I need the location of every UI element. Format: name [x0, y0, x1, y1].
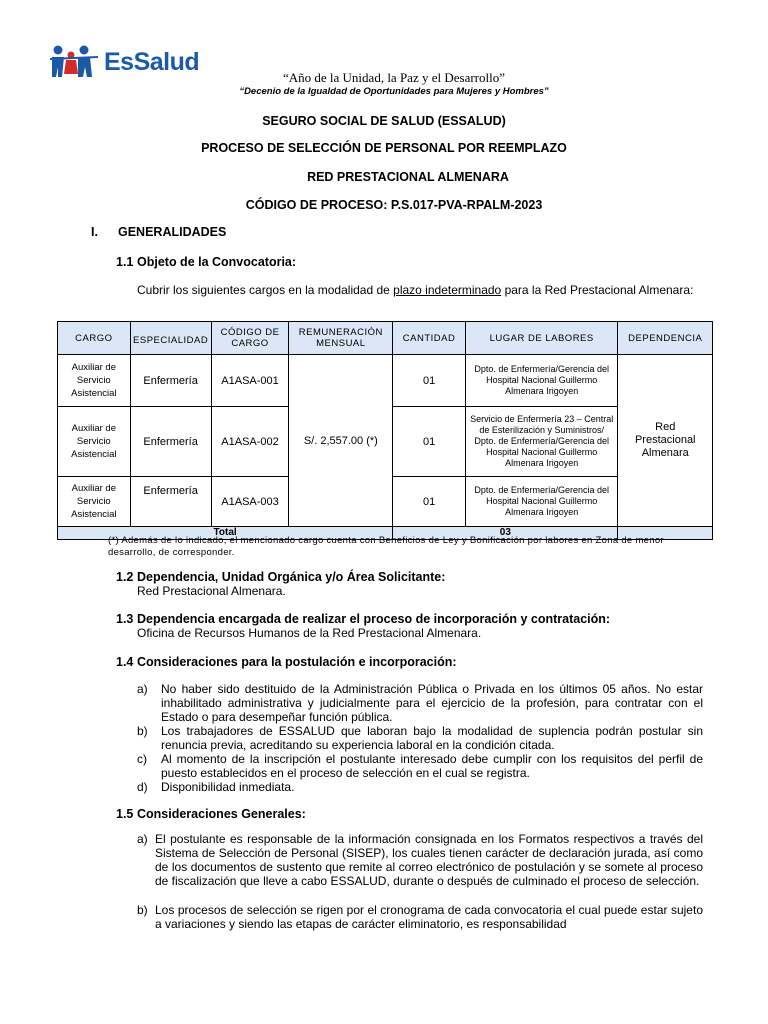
section-1-1-text [137, 283, 697, 297]
year-motto: “Año de la Unidad, la Paz y el Desarrollo” [282, 70, 505, 85]
list-text: Los procesos de selección se rigen por el cronograma de cada convocatoria el cual puede estar sujeto a variaciones y siendo las etapas de carácter eliminatorio, es responsabilidad [155, 903, 703, 931]
list-text: El postulante es responsable de la información consignada en los Formatos respectivos a través del Sistema de Selección de Personal (SISEP), los cuales tienen carácter de declaración jurada, así como de los documentos de sustento que remite al correo electrónico de postulación y se somete al proceso de fiscalización que lleve a cabo ESSALUD, durante o después de culminado el proceso de selección. [155, 832, 703, 888]
cell-cargo: Auxiliar de Servicio Asistencial [58, 355, 131, 407]
section-1-1-number: 1.1 [116, 255, 134, 269]
section-1-2-text: Red Prestacional Almenara. [137, 584, 286, 598]
table-footnote: (*) Además de lo indicado, el mencionado cargo cuenta con Beneficios de Ley y Bonificación por labores en Zona de menor desarrollo, de corresponder. [108, 535, 664, 558]
section-1-3-number: 1.3 [116, 612, 134, 626]
cell-codigo: A1ASA-001 [211, 355, 289, 407]
network-title: RED PRESTACIONAL ALMENARA [307, 170, 509, 184]
cell-codigo: A1ASA-003 [211, 477, 289, 527]
table-row [58, 355, 713, 407]
list-marker: a) [137, 682, 148, 696]
cell-lugar: Dpto. de Enfermería/Gerencia del Hospital Nacional Guillermo Almenara Irigoyen [465, 355, 618, 407]
objeto-text-underlined: plazo indeterminado [393, 283, 502, 297]
process-title: PROCESO DE SELECCIÓN DE PERSONAL POR REEMPLAZO [201, 141, 567, 155]
list-text: No haber sido destituido de la Administración Pública o Privada en los últimos 05 años. No estar inhabilitado administrativa y judicialmente para el ejercicio de la profesión, para contratar con el Estado o para desempeñar función pública. [161, 682, 703, 724]
cell-lugar: Servicio de Enfermería 23 – Central de Esterilización y Suministros/ Dpto. de Enfermería/Gerencia del Hospital Nacional Guillermo Almenara Irigoyen [465, 407, 618, 477]
cell-cantidad: 01 [393, 355, 466, 407]
section-1-2-number: 1.2 [116, 570, 134, 584]
list-marker: a) [137, 832, 148, 846]
cell-cantidad: 01 [393, 407, 466, 477]
section-1-4-title: Consideraciones para la postulación e incorporación: [137, 655, 457, 669]
header-remuneracion: REMUNERACIÓN MENSUAL [289, 322, 393, 355]
header-cargo: CARGO [58, 322, 131, 355]
cell-especialidad: Enfermería [130, 407, 211, 477]
header-dependencia: DEPENDENCIA [618, 322, 713, 355]
list-marker: c) [137, 752, 147, 766]
list-item [137, 832, 703, 888]
list-text: Los trabajadores de ESSALUD que laboran bajo la modalidad de suplencia podrán postular sin renuncia previa, acreditando su experiencia laboral en la condición citada. [161, 724, 703, 752]
decade-motto: “Decenio de la Igualdad de Oportunidades para Mujeres y Hombres” [239, 86, 549, 97]
cell-cargo: Auxiliar de Servicio Asistencial [58, 407, 131, 477]
section-1-number: I. [91, 225, 98, 239]
section-1-4-number: 1.4 [116, 655, 134, 669]
section-1-title: GENERALIDADES [118, 225, 227, 239]
list-text: Disponibilidad inmediata. [161, 780, 295, 794]
header-codigo: CÓDIGO DE CARGO [211, 322, 289, 355]
list-marker: d) [137, 780, 148, 794]
list-marker: b) [137, 724, 148, 738]
header-lugar: LUGAR DE LABORES [465, 322, 618, 355]
list-item [137, 903, 703, 931]
org-title: SEGURO SOCIAL DE SALUD (ESSALUD) [262, 114, 506, 128]
list-item [137, 752, 703, 780]
section-1-3-title: Dependencia encargada de realizar el proceso de incorporación y contratación: [137, 612, 611, 626]
section-1-5-title: Consideraciones Generales: [137, 807, 306, 821]
logo-wordmark: EsSalud [104, 47, 200, 76]
list-item [137, 724, 703, 752]
header-especialidad: ESPECIALIDAD [130, 322, 211, 355]
objeto-text-end: para la Red Prestacional Almenara: [501, 283, 694, 297]
cell-codigo: A1ASA-002 [211, 407, 289, 477]
list-item [137, 682, 703, 724]
cell-cargo: Auxiliar de Servicio Asistencial [58, 477, 131, 527]
section-1-5-number: 1.5 [116, 807, 134, 821]
cargos-table [57, 321, 713, 540]
objeto-text-start: Cubrir los siguientes cargos en la modalidad de [137, 283, 394, 297]
header-cantidad: CANTIDAD [393, 322, 466, 355]
list-marker: b) [137, 903, 148, 917]
cell-especialidad: Enfermería [130, 477, 211, 527]
total-value: 03 [393, 527, 618, 540]
section-1-1-title: Objeto de la Convocatoria: [137, 255, 297, 269]
list-item [137, 780, 703, 794]
total-label: Total [58, 527, 393, 540]
section-1-3-text: Oficina de Recursos Humanos de la Red Prestacional Almenara. [137, 626, 482, 640]
cell-remuneracion: S/. 2,557.00 (*) [289, 355, 393, 527]
cell-especialidad: Enfermería [130, 355, 211, 407]
cell-lugar: Dpto. de Enfermería/Gerencia del Hospital Nacional Guillermo Almenara Irigoyen [465, 477, 618, 527]
table-header-row [58, 322, 713, 355]
cell-dependencia: Red Prestacional Almenara [618, 355, 713, 527]
cell-cantidad: 01 [393, 477, 466, 527]
process-code: CÓDIGO DE PROCESO: P.S.017-PVA-RPALM-2023 [245, 198, 543, 212]
section-1-2-title: Dependencia, Unidad Orgánica y/o Área Solicitante: [137, 570, 446, 584]
list-text: Al momento de la inscripción el postulante interesado debe cumplir con los requisitos del perfil de puesto establecidos en el proceso de selección en el cual se registra. [161, 752, 703, 780]
